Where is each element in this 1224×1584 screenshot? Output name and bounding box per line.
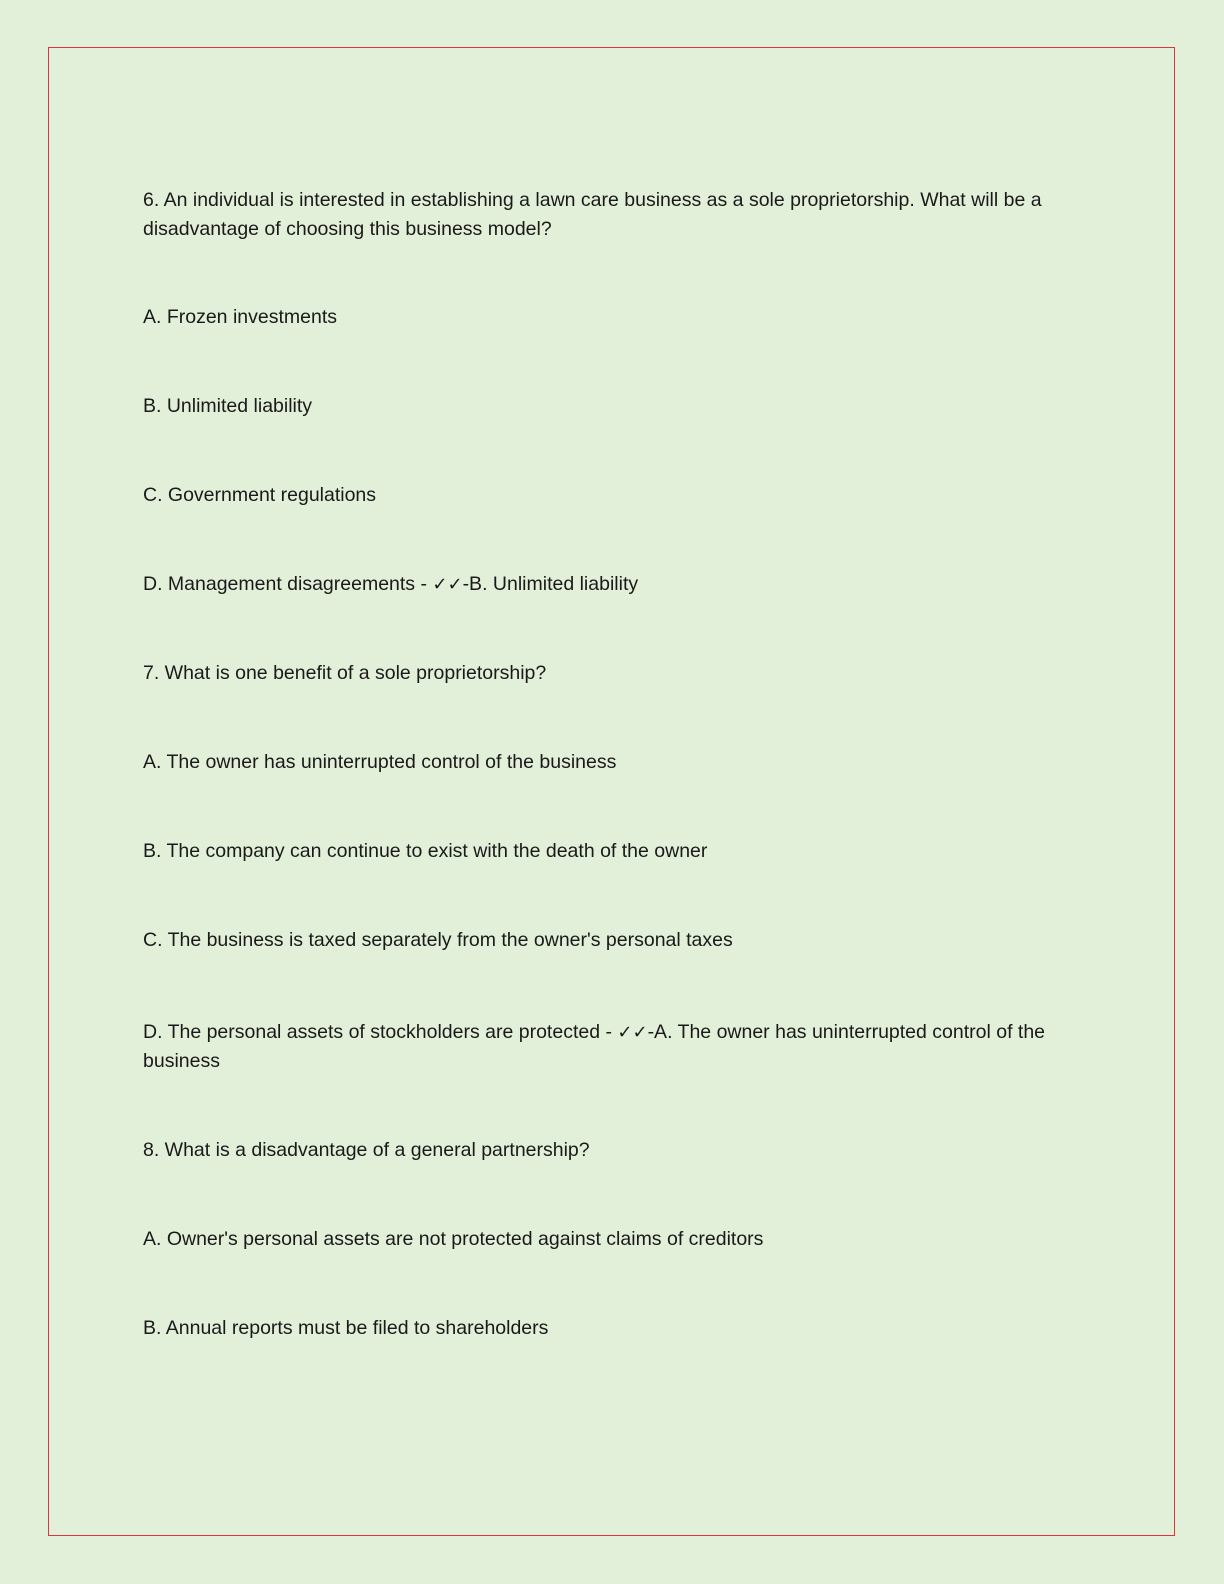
question-6-option-d-with-answer [143,570,1083,599]
question-6-option-d: D. Management disagreements - [143,573,433,595]
question-6-option-c: C. Government regulations [143,484,377,506]
question-7-option-d: D. The personal assets of stockholders are protected - [143,1021,618,1043]
question-7-answer: -A. The owner has uninterrupted control of the business [143,1021,1046,1072]
question-6-option-b: B. Unlimited liability [143,395,313,417]
check-mark-icon: ✓✓ [432,574,463,595]
question-7-option-d-with-answer [143,1018,1083,1076]
question-7-option-b: B. The company can continue to exist with the death of the owner [143,840,708,862]
question-8: 8. What is a disadvantage of a general partnership? [143,1139,590,1161]
check-mark-icon: ✓✓ [617,1022,648,1043]
question-6-answer: -B. Unlimited liability [462,573,639,595]
question-7: 7. What is one benefit of a sole proprietorship? [143,662,547,684]
question-8-option-b: B. Annual reports must be filed to shareholders [143,1317,549,1339]
question-8-option-a: A. Owner's personal assets are not protected against claims of creditors [143,1228,764,1250]
question-6: 6. An individual is interested in establishing a lawn care business as a sole proprietorship. What will be a disadvantage of choosing this business model? [143,189,1042,240]
document-body [143,186,1083,1343]
question-7-option-c: C. The business is taxed separately from the owner's personal taxes [143,929,733,951]
question-7-option-a: A. The owner has uninterrupted control of the business [143,751,617,773]
question-6-option-a: A. Frozen investments [143,306,337,328]
